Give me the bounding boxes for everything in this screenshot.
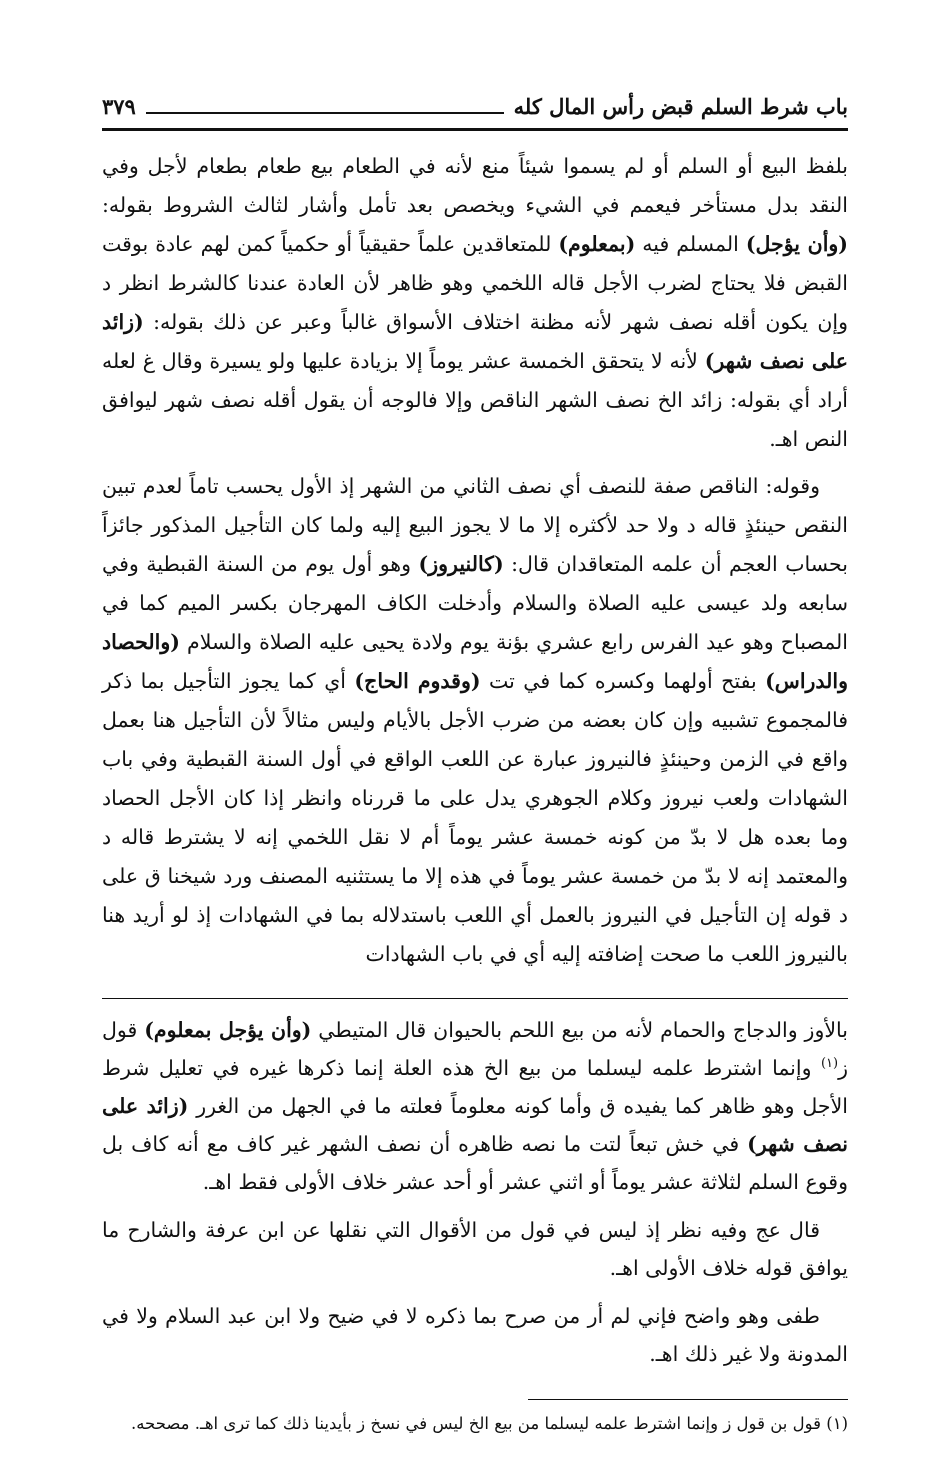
text-run: بفتح أولهما وكسره كما في تت	[480, 669, 766, 693]
paragraph: قال عج وفيه نظر إذ ليس في قول من الأقوال التي نقلها عن ابن عرفة والشارح ما يوافق قوله خلاف الأولى اهـ.	[102, 1218, 848, 1280]
footnote	[102, 1410, 848, 1438]
paragraph	[102, 1011, 848, 1201]
matn-quote: (كالنيروز)	[418, 552, 504, 576]
footnote-marker: (١)	[826, 1414, 848, 1433]
text-run: بلفظ البيع أو السلم أو لم يسموا شيئاً منع لأنه في الطعام بيع طعام بطعام لأجل وفي النقد بدل مستأخر فيعمم في الشيء ويخصص بعد تأمل وأشار لثالث الشروط بقوله:	[102, 154, 848, 217]
text-run: لأنه لا يتحقق الخمسة عشر يوماً إلا بزيادة عليها ولو يسيرة وقال غ لعله أراد أي بقوله: زائد الخ نصف الشهر الناقص وإلا فالوجه أن يقول أقله نصف شهر ليوافق النص اهـ.	[102, 349, 848, 451]
text-run: وهو أول يوم من السنة القبطية وفي سابعه ولد عيسى عليه الصلاة والسلام وأدخلت الكاف المهرجان بكسر الميم كما في المصباح وهو عيد الفرس رابع عشري بؤنة يوم ولادة يحيى عليه الصلاة والسلام	[102, 552, 848, 654]
matn-quote: (وقدوم الحاج)	[354, 669, 481, 693]
footnote-text: قول بن قول ز وإنما اشترط علمه ليسلما من بيع الخ ليس في نسخ ز بأيدينا ذلك كما ترى اهـ. مصححه.	[130, 1414, 821, 1433]
matn-quote: (بمعلوم)	[558, 232, 636, 256]
paragraph	[102, 147, 848, 459]
running-header	[102, 92, 848, 122]
text-run: وقوله: الناقص صفة للنصف أي نصف الثاني من الشهر إذ الأول يحسب تاماً لعدم تبين النقص حينئذٍ قاله د ولا حد لأكثره إلا ما لا يجوز البيع إليه ولما كان التأجيل المذكور جائزاً بحساب العجم أن علمه المتعاقدان قال:	[102, 474, 848, 576]
text-run: في خش تبعاً لتت ما نصه ظاهره أن نصف الشهر غير كاف مع أنه كاف بل وقوع السلم لثلاثة عشر يوماً أو اثني عشر أو أحد عشر خلاف الأولى فقط اهـ.	[102, 1132, 848, 1194]
text-run: قول ز	[102, 1018, 848, 1080]
text-run: المسلم فيه	[635, 232, 746, 256]
header-rule	[146, 112, 504, 114]
commentary-separator	[102, 998, 848, 999]
text-run: أي كما يجوز التأجيل بما ذكر فالمجموع تشبيه وإن كان بعضه من ضرب الأجل بالأيام وليس مثالاً لأن التأجيل هنا بعمل واقع في الزمن وحينئذٍ فالنيروز عبارة عن اللعب الواقع في أول السنة القبطية وفي باب الشهادات ولعب نيروز وكلام الجوهري يدل على ما قررناه وانظر إذا كان الأجل الحصاد وما بعده هل لا بدّ من كونه خمسة عشر يوماً أم لا نقل اللخمي إنه لا يشترط قاله د والمعتمد إنه لا بدّ من خمسة عشر يوماً في هذه إلا ما يستثنيه المصنف ورد شيخنا ق على د قوله إن التأجيل في النيروز بالعمل أي اللعب باستدلاله بما في الشهادات إذ لو أريد هنا بالنيروز اللعب ما صحت إضافته إليه أي في باب الشهادات	[102, 669, 848, 966]
commentary-text	[102, 1011, 848, 1373]
chapter-title: باب شرط السلم قبض رأس المال كله	[513, 94, 848, 119]
page-number: ٣٧٩	[102, 94, 136, 119]
text-run: وإنما اشترط علمه ليسلما من بيع الخ هذه العلة إنما ذكرها غيره في تعليل شرط الأجل وهو ظاهر كما يفيده ق وأما كونه معلوماً فعلته ما في الجهل من الغرر	[102, 1056, 848, 1118]
matn-quote: (وأن يؤجل)	[745, 232, 848, 256]
matn-quote: (والحصاد والدراس)	[102, 630, 849, 693]
footnote-ref[interactable]: (١)	[820, 1056, 839, 1072]
main-text	[102, 147, 848, 974]
text-run: للمتعاقدين علماً حقيقياً أو حكمياً كمن لهم عادة بوقت القبض فلا يحتاج لضرب الأجل قاله اللخمي وهو ظاهر لأن العادة عندنا كالشرط انظر د وإن يكون أقله نصف شهر لأنه مظنة اختلاف الأسواق غالباً وعبر عن ذلك بقوله:	[102, 232, 848, 334]
text-run: بالأوز والدجاج والحمام لأنه من بيع اللحم بالحيوان قال المتيطي	[311, 1018, 848, 1042]
paragraph	[102, 467, 848, 974]
matn-quote: (وأن يؤجل بمعلوم)	[144, 1018, 312, 1042]
matn-quote: (زائد على نصف شهر)	[102, 310, 848, 373]
header-divider	[102, 128, 848, 131]
matn-quote: (زائد على نصف شهر)	[102, 1094, 848, 1156]
footnote-separator	[528, 1399, 848, 1400]
paragraph: طفى وهو واضح فإني لم أر من صرح بما ذكره لا في ضيح ولا ابن عبد السلام ولا في المدونة ولا غير ذلك اهـ.	[102, 1304, 848, 1366]
